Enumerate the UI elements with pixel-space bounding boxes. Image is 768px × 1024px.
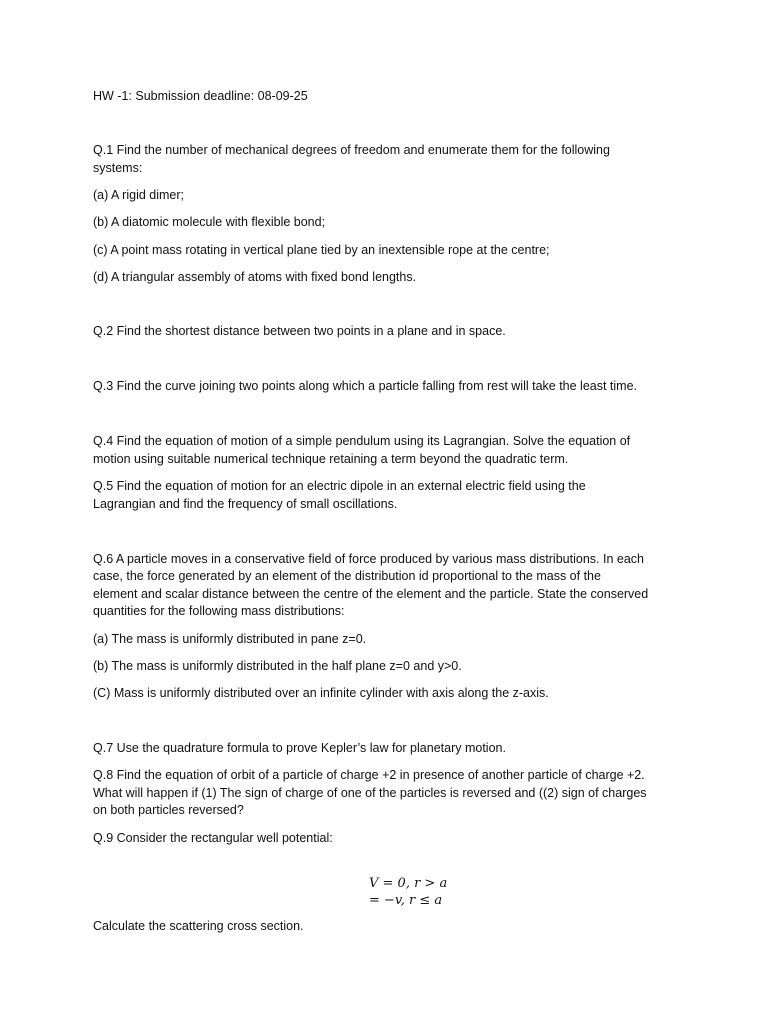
question-9-instruction: Calculate the scattering cross section. (93, 919, 304, 933)
question-9-text: Q.9 Consider the rectangular well potential: (93, 831, 333, 845)
question-5-text-cont: Lagrangian and find the frequency of small oscillations. (93, 497, 398, 511)
question-1-text-cont: systems: (93, 161, 143, 175)
question-6-text-cont-1: case, the force generated by an element of the distribution id proportional to the mass of the (93, 569, 601, 583)
question-1-part-a: (a) A rigid dimer; (93, 188, 185, 202)
question-6-part-a: (a) The mass is uniformly distributed in pane z=0. (93, 632, 367, 646)
potential-equation-line-2: = −v, r ≤ a (369, 893, 443, 908)
question-4-text-cont: motion using suitable numerical technique retaining a term beyond the quadratic term. (93, 452, 569, 466)
question-1-part-c: (c) A point mass rotating in vertical plane tied by an inextensible rope at the centre; (93, 243, 550, 257)
question-2-text: Q.2 Find the shortest distance between two points in a plane and in space. (93, 324, 506, 338)
potential-equation-line-1: V = 0, r > a (369, 876, 448, 891)
assignment-header: HW -1: Submission deadline: 08-09-25 (93, 89, 308, 103)
question-5-text: Q.5 Find the equation of motion for an electric dipole in an external electric field using the (93, 479, 586, 493)
question-6-part-b: (b) The mass is uniformly distributed in the half plane z=0 and y>0. (93, 659, 462, 673)
question-4-text: Q.4 Find the equation of motion of a simple pendulum using its Lagrangian. Solve the equation of (93, 434, 631, 448)
question-8-text-cont-1: What will happen if (1) The sign of charge of one of the particles is reversed and ((2) sign of charges (93, 786, 647, 800)
question-6-part-c: (C) Mass is uniformly distributed over an infinite cylinder with axis along the z-axis. (93, 686, 549, 700)
question-3-text: Q.3 Find the curve joining two points along which a particle falling from rest will take the least time. (93, 379, 638, 393)
question-6-text-cont-3: quantities for the following mass distributions: (93, 604, 345, 618)
question-1-part-b: (b) A diatomic molecule with flexible bond; (93, 215, 326, 229)
question-8-text-cont-2: on both particles reversed? (93, 803, 244, 817)
question-1-text: Q.1 Find the number of mechanical degrees of freedom and enumerate them for the following (93, 143, 610, 157)
question-6-text-cont-2: element and scalar distance between the centre of the element and the particle. State the conserved (93, 587, 649, 601)
question-8-text: Q.8 Find the equation of orbit of a particle of charge +2 in presence of another particle of charge +2. (93, 768, 645, 782)
question-6-text: Q.6 A particle moves in a conservative field of force produced by various mass distributions. In each (93, 552, 644, 566)
question-7-text: Q.7 Use the quadrature formula to prove Kepler’s law for planetary motion. (93, 741, 506, 755)
question-1-part-d: (d) A triangular assembly of atoms with fixed bond lengths. (93, 270, 417, 284)
